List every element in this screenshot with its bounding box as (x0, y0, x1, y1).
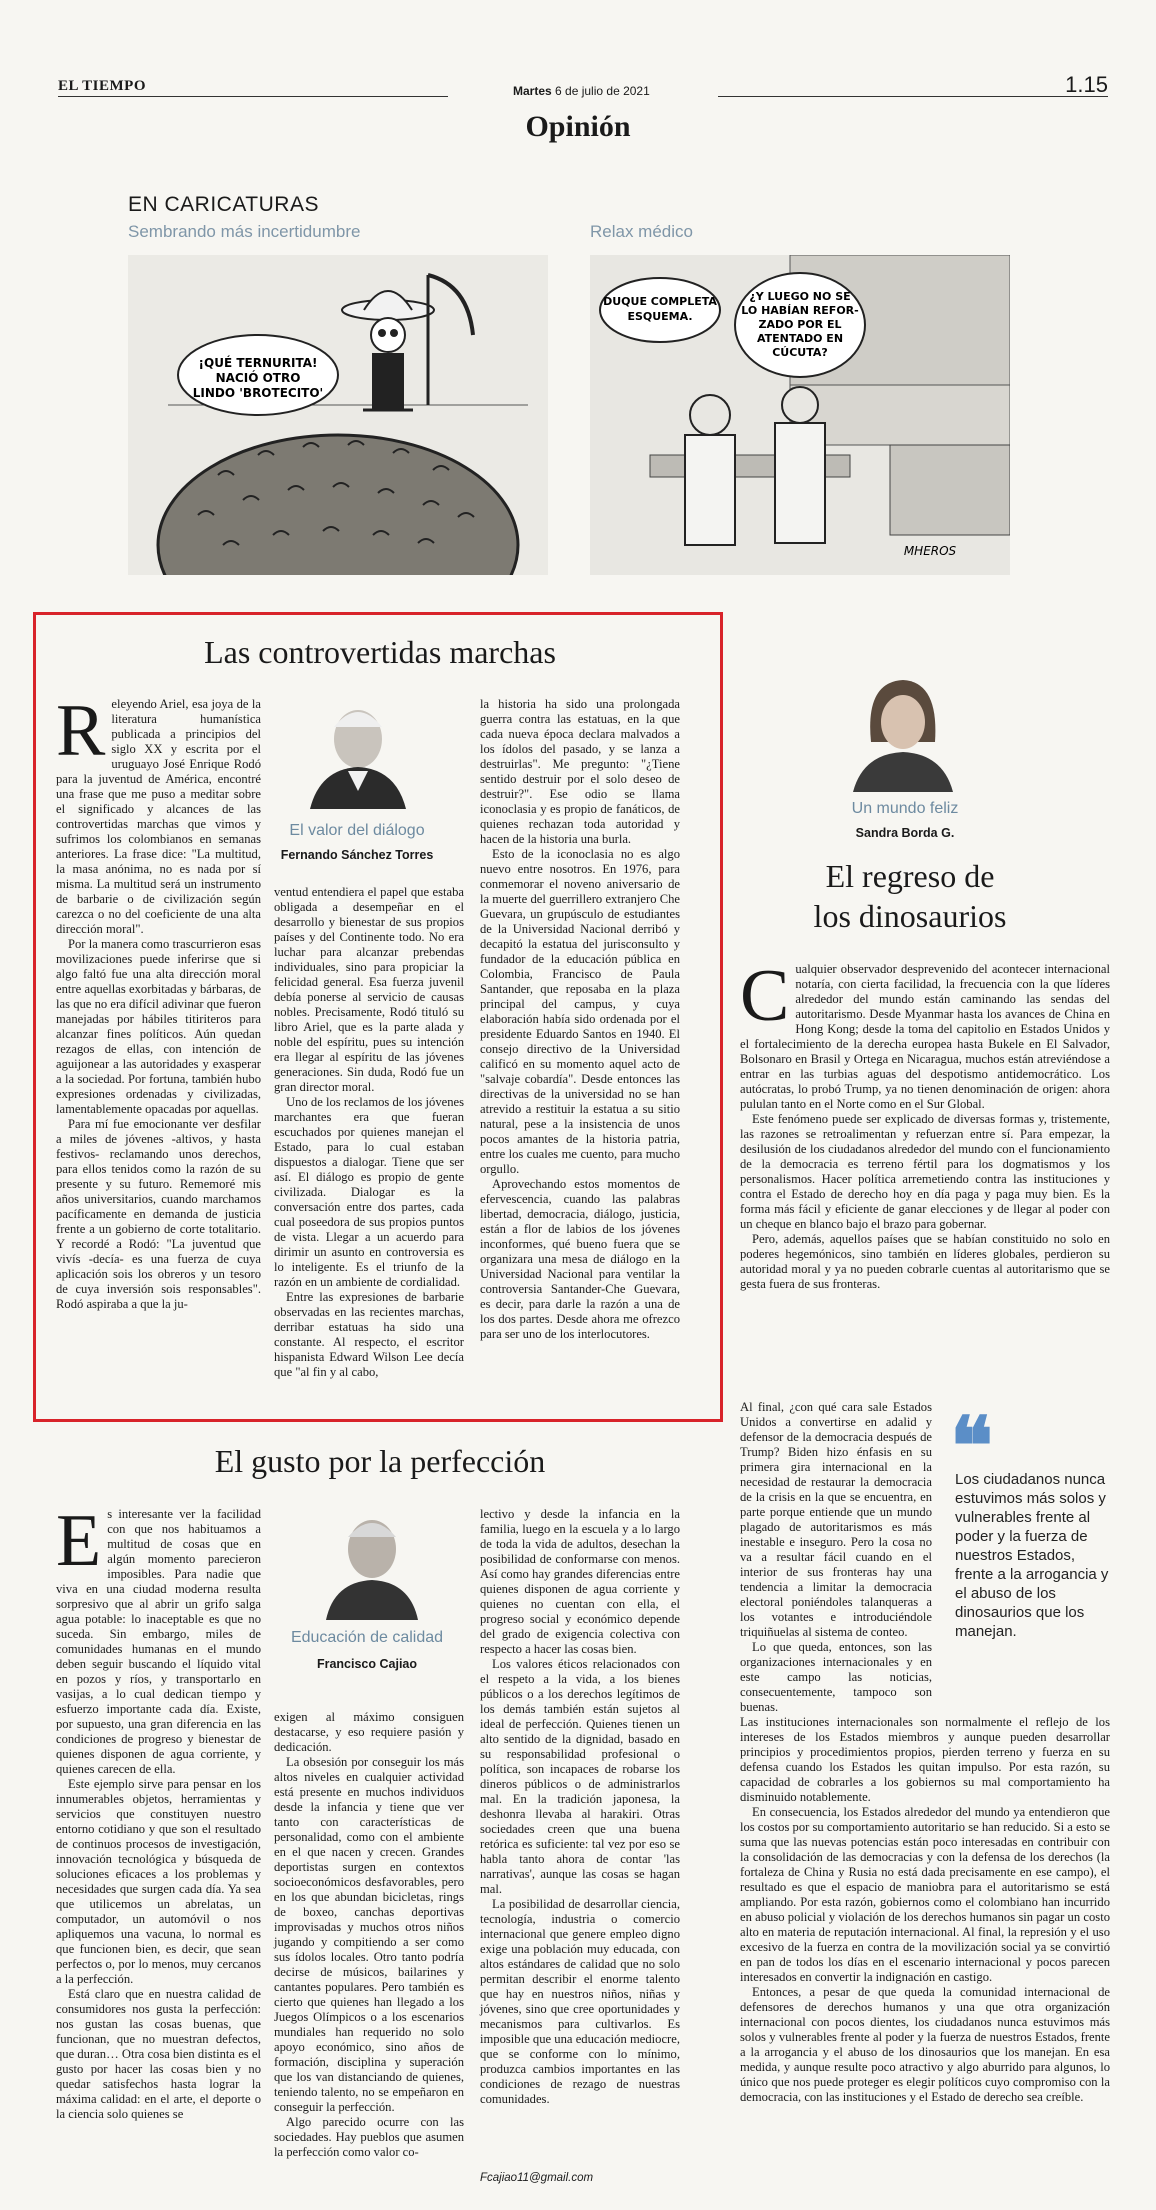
cartoon-left-image (128, 255, 548, 575)
article-1-col-3: la historia ha sido una prolongada guerra contra las estatuas, en la que cada nueva época declara malvados a los ídolos del pasado, y se lanza a destruirlas". Me pregunto: "¿Tiene sentido destruir por el solo deseo de destruir?". Ese odio se llama iconoclasia y es propio de fanáticos, de quienes rechazan toda autoridad y hacen de la historia una burla. Esto de la iconoclasia no es algo nuevo entre nosotros. En 1976, para conmemorar el noveno aniversario de la muerte del guerrillero extranjero Che Guevara, un grupúsculo de estudiantes de la Universidad Nacional derribó y decapitó la estatua del jurisconsulto y fundador de la educación pública en Colombia, Francisco de Paula Santander, que reposaba en la plaza principal del campus, y cuya elaboración había sido ordenada por el presidente Eduardo Santos en 1940. El consejo directivo de la Universidad calificó en su momento aquel acto de "salvaje cobardía". Desde entonces las directivas de la universidad no se han atrevido a restituir la estatua a su sitio natural, pese a la insistencia de unos pocos amantes de la historia patria, entre los cuales me cuento, para mucho orgullo. Aprovechando estos momentos de efervescencia, cuando las palabras libertad, democracia, diálogo, justicia, están a flor de labios de los jóvenes inconformes, qué bueno fuera que se organizara una mesa de diálogo en la Universidad Nacional para ventilar la controversia Santander-Che Guevara, es decir, para darle la razón a una de los dos partes. Desde ahora me ofrezco para ser uno de los interlocutores. (480, 697, 680, 1341)
svg-text:LO HABÍAN REFOR-: LO HABÍAN REFOR- (741, 304, 859, 317)
pull-quote: Los ciudadanos nunca estuvimos más solos y vulnerables frente al poder y la fuerza de nuestros Estados, frente a la arrogancia y el abuso de los dinosaurios que los manejan. (955, 1471, 1109, 1640)
cartoons-header: EN CARICATURAS (128, 193, 319, 216)
author-portrait-francisco (322, 1505, 422, 1620)
dropcap: C (740, 955, 790, 1037)
svg-text:ESQUEMA.: ESQUEMA. (627, 310, 693, 323)
article-1-col-1: Releyendo Ariel, esa joya de la literatura humanística publicada a principios del siglo XX y escrita por el uruguayo José Enrique Rodó para la juventud de América, encontré una frase que me puso a meditar sobre el significado y alcances de las controvertidas marchas que vimos y sufrimos los colombianos en semanas anteriores. La frase dice: "La multitud, la masa anónima, no es nada por sí misma. La multitud será un instrumento de barbarie o de civilización según carezca o no del coeficiente de una alta dirección moral". Por la manera como trascurrieron esas movilizaciones puede inferirse que si algo faltó fue una alta dirección moral entre aquellas exorbitadas y bárbaras, de las que no era difícil adivinar que fueron manejadas por hábiles titiriteros para alcanzar fines políticos. Aún quedan rezagos de ellas, con intención de aguijonear a las autoridades y exasperar a la sociedad. Por fortuna, también hubo expresiones ordenadas y civilizadas, lamentablemente opacadas por aquellas. Para mí fue emocionante ver desfilar a miles de jóvenes -altivos, y hasta festivos- reclamando unos derechos, para ellos tenidos como la razón de su presente y su futuro. Rememoré mis años universitarios, cuando marchamos pacíficamente en demanda de justicia frente a un gobierno de corte totalitario. Y recordé a Rodó: "La juventud que vivís -decía- es una fuerza de cuya aplicación sois los obreros y un tesoro de cuya inversión sois responsables". Rodó aspiraba a que la ju- (56, 690, 261, 1311)
section-title: Opinión (525, 110, 631, 143)
masthead (58, 72, 1108, 102)
cartoon-left-title: Sembrando más incertidumbre (128, 222, 361, 241)
svg-text:NACIÓ OTRO: NACIÓ OTRO (215, 371, 301, 385)
page-number: 1.15 (1065, 72, 1108, 97)
masthead-rule-right (718, 96, 1108, 97)
column-name-un-mundo-feliz: Un mundo feliz (851, 800, 959, 817)
paper-name: EL TIEMPO (58, 78, 146, 94)
cartoon-right-title: Relax médico (590, 222, 693, 241)
masthead-rule-left (58, 96, 448, 97)
svg-text:¿Y LUEGO NO SE: ¿Y LUEGO NO SE (749, 290, 851, 303)
article-2-col-1: Es interesante ver la facilidad con que nos habituamos a multitud de cosas que en algún momento parecieron imposibles. Para nadie que viva en una ciudad moderna resulta sorpresivo que al abrir un grifo salga agua potable: lo inaceptable es que no suceda. Sin embargo, miles de comunidades humanas en el mundo deben seguir buscando el líquido vital en pozos y ríos, y transportarlo en vasijas, a lo cual dedican tiempo y esfuerzo importante cada día. Existe, por supuesto, una gran diferencia en las condiciones de progreso y bienestar de quienes disponen de agua corriente, y quienes carecen de ella. Este ejemplo sirve para pensar en los innumerables objetos, herramientas y servicios que constituyen nuestro entorno cotidiano y que son el resultado de continuos procesos de investigación, innovación tecnológica y búsqueda de soluciones eficaces a los problemas y necesidades que surgen cada día. Ya sea que utilicemos un abrelatas, un computador, un automóvil o nos apliquemos una vacuna, lo normal es que funcionen bien, es decir, que sean perfectos o, por lo menos, muy cercanos a la perfección. Está claro que en nuestra calidad de consumidores nos gusta la perfección: nos gustan las cosas buenas, que funcionan, que no muestran defectos, que duran… Otra cosa bien distinta es el gusto por hacer las cosas bien y no quedar satisfechos hasta lograr la máxima calidad: en el arte, el deporte o la ciencia solo quienes se (56, 1500, 261, 2121)
author-sandra: Sandra Borda G. (855, 826, 955, 840)
svg-text:LINDO 'BROTECITO': LINDO 'BROTECITO' (192, 386, 324, 400)
svg-text:MHEROS: MHEROS (903, 544, 957, 558)
article-3-title: El regreso de los dinosaurios (813, 858, 1007, 934)
dropcap: E (56, 1500, 102, 1582)
issue-date: Martes 6 de julio de 2021 (513, 84, 650, 98)
author-email[interactable]: Fcajiao11@gmail.com (480, 2172, 594, 2184)
article-2-col-3: lectivo y desde la infancia en la familia, luego en la escuela y a lo largo de toda la vida de adultos, desechan la posibilidad de conformarse con menos. Así como hay grandes diferencias entre quienes disponen de agua corriente y quienes no cuentan con ella, el progreso social y económico depende del grado de exigencia colectiva con respecto a hacer las cosas bien. Los valores éticos relacionados con el respeto a la vida, a los bienes públicos o a los derechos legítimos de los demás también están sujetos al ideal de perfección. Quienes tienen un alto sentido de la dignidad, basado en su responsabilidad profesional o política, son incapaces de robarse los dineros públicos o de administrarlos mal. En la tradición japonesa, la deshonra llevaba al harakiri. Otras sociedades creen que una buena retórica es suficiente: tal vez por eso se habla tanto ahora de contar 'las narrativas', aunque las cosas se hagan mal. La posibilidad de desarrollar ciencia, tecnología, industria o comercio internacional que genere empleo digno exige una población muy educada, con altos estándares de calidad que no solo permitan describir el enorme talento que hay en nuestros niños, niñas y jóvenes, sino que cree oportunidades y mecanismos para cultivarlos. Es imposible que una educación mediocre, que se conforme con lo mínimo, produzca cambios importantes en las condiciones de rezago de nuestras comunidades. (480, 1507, 680, 2106)
author-portrait-sandra (847, 672, 957, 792)
pull-quote-mark: ❝ (950, 1404, 994, 1492)
article-3-top: Cualquier observador desprevenido del acontecer internacional notaría, con cierta facilidad, la frecuencia con la que líderes alrededor del mundo están caminando las sendas del autoritarismo. Desde Myanmar hasta los avances de China en Hong Kong; desde la toma del capitolio en Estados Unidos y el fortalecimiento de la derecha europea hasta Bukele en El Salvador, Bolsonaro en Brasil y Ortega en Nicaragua, muchos están atreviéndose a entrar en las turbias aguas del despotismo antidemocrático. Los autócratas, lo probó Trump, ya no tienen denominación de origen: ahora pululan tanto en el Norte como en el Sur Global. Este fenómeno puede ser explicado de diversas formas y, tristemente, las razones se retroalimentan y refuerzan entre sí. Para empezar, la desilusión de los ciudadanos alrededor del mundo con el funcionamiento de la democracia es terreno fértil para los dogmatismos y los personalismos. Hacer política arremetiendo contra las instituciones y contra el Estado de derecho hoy en día paga y paga muy bien. Es la forma más fácil y eficiente de ganar elecciones y de llegar al poder con un cheque en blanco bajo el brazo para gobernar. Pero, además, aquellos países que se habían constituido no solo en poderes hegemónicos, sino también en líderes globales, perdieron su autoridad moral y ya no pueden cobrarle cuentas al autoritarismo que se gesta fuera de sus fronteras. (740, 955, 1110, 1291)
dropcap: R (56, 690, 106, 772)
article-2-title: El gusto por la perfección (214, 1443, 546, 1479)
author-portrait-fernando (300, 697, 410, 809)
svg-text:DUQUE COMPLETA: DUQUE COMPLETA (603, 295, 717, 308)
article-2-col-2: exigen al máximo consiguen destacarse, y eso requiere pasión y dedicación. La obsesión por conseguir los más altos niveles en cualquier actividad está presente en muchos individuos desde la infancia y tiene que ver tanto con características de personalidad, como con el ambiente en el que nacen y crecen. Grandes deportistas surgen en contextos socioeconómicos desfavorables, pero en los que abundan bicicletas, rings de boxeo, canchas deportivas improvisadas y muchos otros niños jugando y compitiendo a ser como sus ídolos locales. Otro tanto podría decirse de músicos, bailarines y cantantes populares. Pero también es cierto que quienes han llegado a los Juegos Olímpicos o a los escenarios mundiales han requerido no solo apoyo económico, sino años de formación, disciplina y superación que los van distanciando de quienes, teniendo talento, no se empeñaron en conseguir la perfección. Algo parecido ocurre con las sociedades. Hay pueblos que asumen la perfección como valor co- (274, 1710, 464, 2159)
article-3-narrow: Al final, ¿con qué cara sale Estados Unidos a convertirse en adalid y defensor de la democracia después de Trump? Biden hizo énfasis en su primera gira internacional en la necesidad de restaurar la democracia de la crisis en la que se encuentra, en parte porque entiende que un mundo plagado de autoritarismos es más inestable e inseguro. Pero la cosa no va a resultar fácil cuando en el interior de sus fronteras hay una tendencia a limitar la democracia electoral poniéndoles talanqueras a los votantes e introduciéndole triquiñuelas al sistema de conteo. Lo que queda, entonces, son las organizaciones internacionales y en este campo las noticias, consecuentemente, tampoco son buenas. (740, 1400, 932, 1714)
article-1-col-2: ventud entendiera el papel que estaba obligada a desempeñar en el desarrollo y bienestar de sus propios países y del Continente todo. No era luchar para alcanzar prebendas individuales, sino para propiciar la felicidad general. Esa fuerza juvenil debía ponerse al servicio de causas nobles. Precisamente, Rodó tituló su libro Ariel, que es la parte alada y noble del espíritu, pues su intención era llegar al espíritu de las jóvenes generaciones. Sin duda, Rodó fue un gran director moral. Uno de los reclamos de los jóvenes marchantes era que fueran escuchados por quienes manejan el Estado, para lo cual estaban dispuestos a dialogar. Tiene que ser así. El diálogo es propio de gente civilizada. Dialogar es la conversación entre dos partes, cada cual poseedora de sus propios puntos de vista. Llegar a un acuerdo para dirimir un asunto en controversia es lo inteligente. Es el triunfo de la razón en un ambiente de cordialidad. Entre las expresiones de barbarie observadas en las recientes marchas, derribar estatuas ha sido una constante. Al respecto, el escritor hispanista Edward Wilson Lee decía que "al fin y al cabo, (274, 885, 464, 1379)
author-francisco: Francisco Cajiao (316, 1657, 418, 1671)
svg-text:ATENTADO EN: ATENTADO EN (756, 332, 844, 345)
svg-text:CÚCUTA?: CÚCUTA? (772, 346, 828, 359)
author-fernando: Fernando Sánchez Torres (280, 848, 434, 862)
cartoon-right-image (590, 255, 1010, 575)
article-1-title: Las controvertidas marchas (204, 634, 556, 670)
article-3-bottom: Las instituciones internacionales son normalmente el reflejo de los intereses de los Estados miembros y aunque pueden desarrollar principios y procedimientos propios, pierden terreno y fuerza en su defensa cuando los Estados les quitan impulso. Por esta razón, su capacidad de cobrarles a los gobiernos su mal comportamiento ha disminuido notablemente. En consecuencia, los Estados alrededor del mundo ya entendieron que los costos por su comportamiento autoritario se han reducido. Si a esto se suma que las nuevas potencias están poco interesadas en contribuir con la consolidación de las democracias y con la defensa de los derechos (la fortaleza de China y Rusia no está dada precisamente en ese campo), el resultado es que el espacio de maniobra para el autoritarismo se está ampliando. Por esta razón, gobiernos como el colombiano han incurrido en abuso policial y violación de los derechos humanos sin pagar un costo alto en materia de reputación internacional. Al final, la represión y el uso excesivo de la fuerza en contra de la movilización social ya se convirtió en pan de todos los días en el escenario internacional y pocos parecen interesados en convertir la indignación en castigo. Entonces, a pesar de que queda la comunidad internacional de defensores de derechos humanos y una que otra organización internacional con pocos dientes, los ciudadanos nunca estuvimos más solos y vulnerables frente al poder y la fuerza de nuestros Estados, frente a la arrogancia y el abuso de los dinosaurios que los manejan. En esa medida, y aunque resulte poco atractivo y algo aburrido para algunos, lo único que nos puede proteger es elegir políticos cuyo compromiso con la democracia, con las instituciones y el Estado de derecho sea creíble. (740, 1715, 1110, 2104)
column-name-el-valor-del-dialogo: El valor del diálogo (289, 822, 425, 839)
svg-text:ZADO POR EL: ZADO POR EL (758, 318, 842, 331)
svg-text:¡QUÉ TERNURITA!: ¡QUÉ TERNURITA! (198, 356, 318, 370)
column-name-educacion-de-calidad: Educación de calidad (290, 1629, 444, 1646)
